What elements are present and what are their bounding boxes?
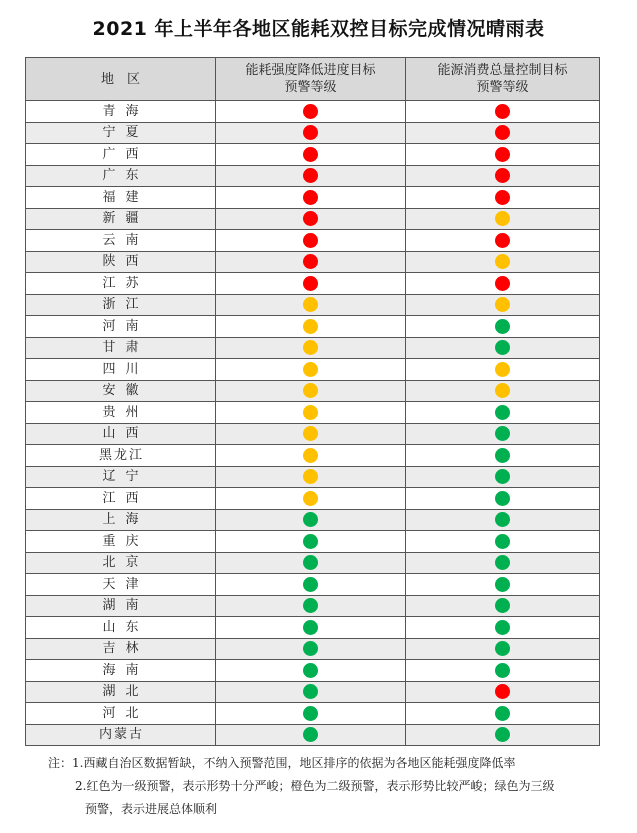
table-body [26,101,600,746]
warning-dot-orange [495,362,510,377]
region-cell [26,101,216,123]
region-name: 内蒙古 [98,727,144,743]
table-row [26,380,600,402]
total-warning-cell [406,552,600,574]
table-row [26,101,600,123]
warning-dot-orange [303,362,318,377]
table-row [26,638,600,660]
region-cell [26,466,216,488]
warning-dot-green [303,620,318,635]
warning-dot-red [303,190,318,205]
intensity-warning-cell [216,251,406,273]
warning-dot-orange [495,297,510,312]
region-name: 黑龙江 [98,447,144,463]
region-name: 新疆 [102,211,149,227]
warning-dot-orange [303,426,318,441]
warning-dot-red [303,104,318,119]
intensity-warning-cell [216,165,406,187]
header-intensity-warning [216,58,406,101]
warning-dot-green [495,555,510,570]
warning-dot-green [303,641,318,656]
warning-dot-green [303,684,318,699]
region-name: 甘肃 [102,340,149,356]
table-row [26,445,600,467]
warning-dot-red [495,168,510,183]
total-warning-cell [406,165,600,187]
intensity-warning-cell [216,660,406,682]
region-cell [26,380,216,402]
region-cell [26,144,216,166]
table-row [26,402,600,424]
warning-dot-green [495,534,510,549]
warning-dot-green [495,512,510,527]
region-name: 重庆 [102,533,149,549]
warning-dot-green [303,706,318,721]
total-warning-cell [406,251,600,273]
total-warning-cell [406,101,600,123]
warning-dot-green [495,620,510,635]
header-region: 地 区 [26,58,216,101]
warning-dot-red [495,684,510,699]
region-cell [26,617,216,639]
table-row [26,316,600,338]
total-warning-cell [406,466,600,488]
table-row [26,230,600,252]
region-name: 广西 [102,146,149,162]
header-total-line1: 能源消费总量控制目标 [437,63,568,78]
region-cell [26,445,216,467]
table-row [26,574,600,596]
warning-dot-green [495,641,510,656]
intensity-warning-cell [216,273,406,295]
table-row [26,660,600,682]
total-warning-cell [406,122,600,144]
table-row [26,466,600,488]
intensity-warning-cell [216,552,406,574]
region-name: 四川 [102,361,149,377]
region-name: 海南 [102,662,149,678]
warning-dot-red [303,276,318,291]
table-row [26,509,600,531]
warning-dot-red [303,254,318,269]
total-warning-cell [406,488,600,510]
region-cell [26,337,216,359]
region-cell [26,187,216,209]
warning-dot-red [495,147,510,162]
warning-dot-green [303,663,318,678]
warning-dot-green [303,577,318,592]
intensity-warning-cell [216,101,406,123]
warning-dot-red [495,233,510,248]
region-cell [26,574,216,596]
region-cell [26,423,216,445]
footnote-2: 2.红色为一级预警，表示形势十分严峻；橙色为二级预警，表示形势比较严峻；绿色为三级 [75,779,555,793]
intensity-warning-cell [216,380,406,402]
region-name: 贵州 [102,404,149,420]
table-row [26,703,600,725]
region-cell [26,531,216,553]
table-row [26,251,600,273]
warning-dot-green [495,706,510,721]
region-cell [26,595,216,617]
region-name: 河北 [102,705,149,721]
document-title: 2021 年上半年各地区能耗双控目标完成情况晴雨表 [92,18,545,40]
intensity-warning-cell [216,402,406,424]
warning-dot-orange [303,405,318,420]
region-cell [26,509,216,531]
table-row [26,337,600,359]
intensity-warning-cell [216,337,406,359]
region-cell [26,294,216,316]
region-name: 湖北 [102,684,149,700]
table-row [26,552,600,574]
total-warning-cell [406,337,600,359]
header-intensity-line1: 能耗强度降低进度目标 [245,63,376,78]
header-intensity-line2: 预警等级 [284,80,337,95]
total-warning-cell [406,724,600,746]
table-row [26,595,600,617]
total-warning-cell [406,660,600,682]
warning-dot-red [303,125,318,140]
warning-dot-green [495,663,510,678]
intensity-warning-cell [216,638,406,660]
warning-dot-red [303,211,318,226]
intensity-warning-cell [216,595,406,617]
warning-dot-green [303,534,318,549]
warning-dot-green [495,319,510,334]
table-row [26,681,600,703]
warning-dot-green [495,727,510,742]
warning-dot-green [495,405,510,420]
total-warning-cell [406,617,600,639]
warning-dot-orange [303,383,318,398]
total-warning-cell [406,294,600,316]
intensity-warning-cell [216,509,406,531]
warning-dot-green [495,491,510,506]
region-name: 云南 [102,232,149,248]
intensity-warning-cell [216,488,406,510]
warning-dot-red [495,125,510,140]
table-row [26,122,600,144]
warning-dot-orange [495,383,510,398]
warning-dot-green [495,598,510,613]
region-cell [26,703,216,725]
intensity-warning-cell [216,617,406,639]
intensity-warning-cell [216,187,406,209]
warning-dot-orange [303,448,318,463]
intensity-warning-cell [216,681,406,703]
intensity-warning-cell [216,574,406,596]
region-cell [26,552,216,574]
region-cell [26,165,216,187]
table-row [26,144,600,166]
warning-dot-green [495,577,510,592]
region-name: 浙江 [102,297,149,313]
region-name: 青海 [102,103,149,119]
table-row [26,208,600,230]
intensity-warning-cell [216,423,406,445]
region-cell [26,359,216,381]
footnote-2-cont: 预警，表示进展总体顺利 [85,802,218,816]
warning-dot-orange [303,319,318,334]
warning-dot-green [495,448,510,463]
warning-table [25,57,600,746]
warning-dot-red [303,233,318,248]
total-warning-cell [406,531,600,553]
region-name: 陕西 [102,254,149,270]
intensity-warning-cell [216,316,406,338]
total-warning-cell [406,380,600,402]
region-name: 江西 [102,490,149,506]
table-row [26,273,600,295]
region-cell [26,402,216,424]
warning-dot-green [495,469,510,484]
region-cell [26,724,216,746]
total-warning-cell [406,595,600,617]
region-name: 江苏 [102,275,149,291]
intensity-warning-cell [216,230,406,252]
warning-dot-green [303,727,318,742]
intensity-warning-cell [216,122,406,144]
region-cell [26,488,216,510]
region-name: 湖南 [102,598,149,614]
intensity-warning-cell [216,531,406,553]
table-row [26,359,600,381]
intensity-warning-cell [216,294,406,316]
total-warning-cell [406,509,600,531]
warning-dot-red [495,190,510,205]
region-name: 广东 [102,168,149,184]
region-name: 山东 [102,619,149,635]
region-name: 宁夏 [102,125,149,141]
warning-dot-red [303,168,318,183]
total-warning-cell [406,359,600,381]
table-row [26,724,600,746]
region-name: 河南 [102,318,149,334]
region-cell [26,681,216,703]
total-warning-cell [406,230,600,252]
table-row [26,531,600,553]
warning-dot-red [495,276,510,291]
total-warning-cell [406,423,600,445]
warning-dot-green [303,555,318,570]
table-row [26,187,600,209]
warning-dot-green [495,426,510,441]
total-warning-cell [406,144,600,166]
warning-dot-orange [303,340,318,355]
header-total-warning [406,58,600,101]
total-warning-cell [406,273,600,295]
region-cell [26,230,216,252]
region-name: 上海 [102,512,149,528]
table-row [26,294,600,316]
warning-dot-red [495,104,510,119]
total-warning-cell [406,574,600,596]
region-name: 天津 [102,576,149,592]
region-name: 福建 [102,189,149,205]
region-cell [26,660,216,682]
region-cell [26,251,216,273]
intensity-warning-cell [216,466,406,488]
total-warning-cell [406,681,600,703]
warning-dot-orange [303,297,318,312]
region-cell [26,122,216,144]
table-row [26,165,600,187]
region-cell [26,208,216,230]
warning-dot-orange [303,469,318,484]
region-name: 安徽 [102,383,149,399]
total-warning-cell [406,638,600,660]
region-cell [26,638,216,660]
total-warning-cell [406,445,600,467]
intensity-warning-cell [216,724,406,746]
intensity-warning-cell [216,144,406,166]
warning-dot-green [303,512,318,527]
table-row [26,423,600,445]
warning-dot-red [303,147,318,162]
region-cell [26,316,216,338]
table-header-row [26,58,600,101]
total-warning-cell [406,208,600,230]
total-warning-cell [406,402,600,424]
warning-dot-green [495,340,510,355]
table-row [26,617,600,639]
total-warning-cell [406,316,600,338]
header-total-line2: 预警等级 [476,80,529,95]
intensity-warning-cell [216,208,406,230]
warning-dot-green [303,598,318,613]
intensity-warning-cell [216,359,406,381]
warning-dot-orange [303,491,318,506]
intensity-warning-cell [216,445,406,467]
warning-dot-orange [495,254,510,269]
region-cell [26,273,216,295]
region-name: 吉林 [102,641,149,657]
region-name: 辽宁 [102,469,149,485]
intensity-warning-cell [216,703,406,725]
footnotes [48,752,608,821]
total-warning-cell [406,703,600,725]
warning-dot-orange [495,211,510,226]
footnote-1: 注：1.西藏自治区数据暂缺，不纳入预警范围，地区排序的依据为各地区能耗强度降低率 [48,756,516,770]
table-row [26,488,600,510]
region-name: 北京 [102,555,149,571]
region-name: 山西 [102,426,149,442]
total-warning-cell [406,187,600,209]
